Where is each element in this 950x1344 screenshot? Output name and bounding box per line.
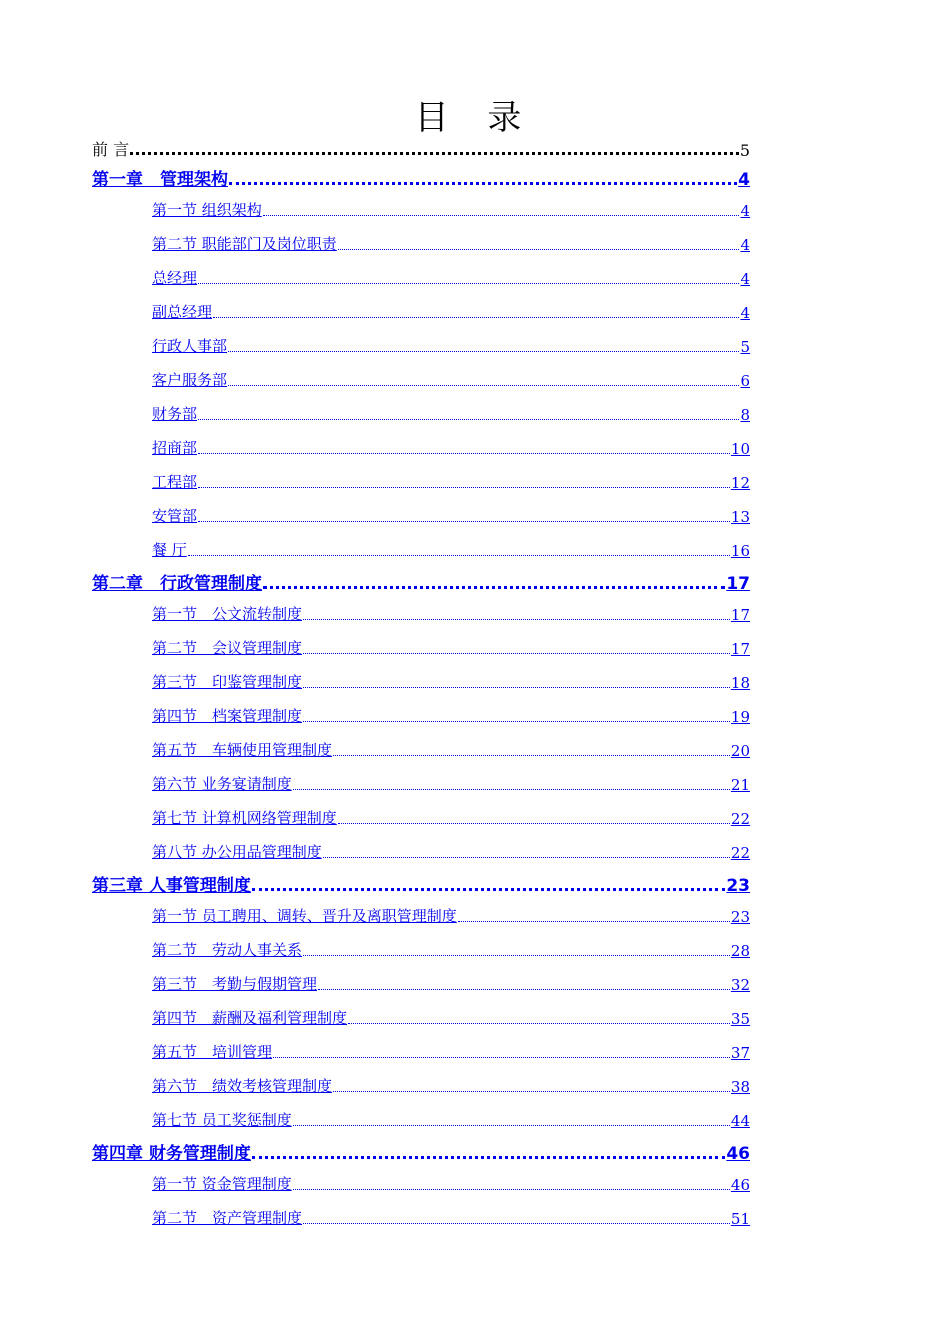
toc-section-link[interactable]	[152, 296, 750, 322]
toc-section-link[interactable]	[152, 432, 750, 458]
toc-dot-leader	[303, 687, 730, 688]
toc-page-number: 5	[739, 141, 750, 160]
toc-entry-title: 第一章 管理架构	[92, 170, 228, 190]
toc-entry-title: 第二章 行政管理制度	[92, 574, 262, 594]
toc-entry-title: 第七节 计算机网络管理制度	[152, 809, 337, 827]
toc-entry-title: 第三节 考勤与假期管理	[152, 975, 318, 993]
toc-dot-leader	[303, 721, 730, 722]
toc-page-number: 16	[730, 542, 750, 560]
toc-entry-title: 前 言	[92, 140, 130, 159]
toc-section-link[interactable]	[152, 262, 750, 288]
toc-dot-leader	[130, 152, 739, 155]
toc-page-number: 35	[730, 1010, 750, 1028]
toc-page-number: 22	[730, 810, 750, 828]
toc-section-link[interactable]	[152, 768, 750, 794]
toc-section-link[interactable]	[152, 734, 750, 760]
toc-section-link[interactable]	[152, 934, 750, 960]
toc-dot-leader	[293, 1189, 730, 1190]
toc-chapter-link[interactable]	[92, 1134, 750, 1164]
toc-entry-title: 第二节 资产管理制度	[152, 1209, 303, 1227]
toc-page-number: 17	[726, 574, 750, 594]
toc-section-link[interactable]	[152, 1070, 750, 1096]
toc-page-number: 17	[730, 640, 750, 658]
toc-entry-title: 第八节 办公用品管理制度	[152, 843, 322, 861]
toc-section-link[interactable]	[152, 1168, 750, 1194]
toc-dot-leader	[252, 888, 725, 891]
toc-chapter-link[interactable]	[92, 564, 750, 594]
toc-chapter-link[interactable]	[92, 866, 750, 896]
toc-page-number: 44	[730, 1112, 750, 1130]
toc-section-link[interactable]	[152, 330, 750, 356]
toc-entry-title: 副总经理	[152, 303, 213, 321]
toc-dot-leader	[333, 1091, 730, 1092]
toc-entry-title: 客户服务部	[152, 371, 228, 389]
toc-page-number: 18	[730, 674, 750, 692]
toc-section-link[interactable]	[152, 500, 750, 526]
toc-page-number: 23	[726, 876, 750, 896]
toc-entry-title: 餐 厅	[152, 541, 187, 559]
toc-page-number: 46	[726, 1144, 750, 1164]
toc-entry-title: 安管部	[152, 507, 198, 525]
toc-page-number: 6	[740, 372, 750, 390]
toc-dot-leader	[198, 419, 739, 420]
toc-dot-leader	[318, 989, 730, 990]
toc-entry-title: 第六节 业务宴请制度	[152, 775, 292, 793]
toc-dot-leader	[323, 857, 730, 858]
toc-page-number: 12	[730, 474, 750, 492]
toc-dot-leader	[273, 1057, 730, 1058]
page-title: 目 录	[414, 98, 536, 138]
toc-page-number: 4	[740, 236, 750, 254]
toc-page-number: 23	[730, 908, 750, 926]
toc-dot-leader	[348, 1023, 730, 1024]
toc-preface-entry	[92, 130, 750, 160]
toc-page-number: 8	[740, 406, 750, 424]
toc-dot-leader	[303, 955, 730, 956]
toc-entry-title: 第七节 员工奖惩制度	[152, 1111, 292, 1129]
toc-section-link[interactable]	[152, 534, 750, 560]
toc-entry-title: 第一节 公文流转制度	[152, 605, 303, 623]
toc-entry-title: 第一节 组织架构	[152, 201, 262, 219]
toc-dot-leader	[293, 789, 730, 790]
toc-entry-title: 第三节 印鉴管理制度	[152, 673, 303, 691]
toc-dot-leader	[303, 619, 730, 620]
toc-page-number: 13	[730, 508, 750, 526]
toc-dot-leader	[263, 586, 725, 589]
toc-page-number: 10	[730, 440, 750, 458]
toc-entry-title: 第二节 职能部门及岗位职责	[152, 235, 337, 253]
toc-chapter-link[interactable]	[92, 160, 750, 190]
toc-dot-leader	[213, 317, 739, 318]
toc-section-link[interactable]	[152, 700, 750, 726]
toc-entry-title: 第一节 资金管理制度	[152, 1175, 292, 1193]
toc-dot-leader	[303, 653, 730, 654]
toc-dot-leader	[338, 249, 740, 250]
toc-entry-title: 第四节 档案管理制度	[152, 707, 303, 725]
toc-dot-leader	[293, 1125, 730, 1126]
toc-section-link[interactable]	[152, 1002, 750, 1028]
toc-dot-leader	[198, 521, 730, 522]
toc-section-link[interactable]	[152, 900, 750, 926]
toc-page-number: 32	[730, 976, 750, 994]
toc-entry-title: 工程部	[152, 473, 198, 491]
toc-dot-leader	[263, 215, 740, 216]
toc-section-link[interactable]	[152, 1202, 750, 1228]
toc-dot-leader	[198, 453, 730, 454]
toc-entry-title: 第一节 员工聘用、调转、晋升及离职管理制度	[152, 907, 457, 925]
toc-dot-leader	[228, 385, 739, 386]
toc-dot-leader	[252, 1156, 725, 1159]
toc-page-number: 46	[730, 1176, 750, 1194]
toc-section-link[interactable]	[152, 802, 750, 828]
toc-section-link[interactable]	[152, 632, 750, 658]
toc-section-link[interactable]	[152, 1104, 750, 1130]
toc-page-number: 51	[730, 1210, 750, 1228]
toc-page-number: 4	[738, 170, 750, 190]
toc-page-number: 4	[740, 202, 750, 220]
toc-entry-title: 第五节 培训管理	[152, 1043, 273, 1061]
toc-page-number: 5	[740, 338, 750, 356]
toc-section-link[interactable]	[152, 1036, 750, 1062]
toc-section-link[interactable]	[152, 968, 750, 994]
toc-dot-leader	[198, 283, 739, 284]
toc-section-link[interactable]	[152, 228, 750, 254]
toc-page-number: 38	[730, 1078, 750, 1096]
toc-section-link[interactable]	[152, 598, 750, 624]
toc-page-number: 21	[730, 776, 750, 794]
toc-page-number: 22	[730, 844, 750, 862]
toc-section-link[interactable]	[152, 666, 750, 692]
toc-entry-title: 第二节 会议管理制度	[152, 639, 303, 657]
toc-entry-title: 第三章 人事管理制度	[92, 876, 251, 896]
toc-page-number: 28	[730, 942, 750, 960]
toc-page-number: 17	[730, 606, 750, 624]
toc-dot-leader	[198, 487, 730, 488]
toc-entry-title: 总经理	[152, 269, 198, 287]
toc-page-number: 4	[740, 304, 750, 322]
toc-section-link[interactable]	[152, 398, 750, 424]
toc-entry-title: 财务部	[152, 405, 198, 423]
toc-page-number: 20	[730, 742, 750, 760]
toc-page-number: 4	[740, 270, 750, 288]
toc-section-link[interactable]	[152, 364, 750, 390]
toc-section-link[interactable]	[152, 194, 750, 220]
toc-entry-title: 招商部	[152, 439, 198, 457]
toc-dot-leader	[228, 351, 739, 352]
toc-dot-leader	[458, 921, 730, 922]
toc-entry-title: 第六节 绩效考核管理制度	[152, 1077, 333, 1095]
toc-section-link[interactable]	[152, 836, 750, 862]
toc-entry-title: 第四章 财务管理制度	[92, 1144, 251, 1164]
toc-entry-title: 第二节 劳动人事关系	[152, 941, 303, 959]
toc-dot-leader	[188, 555, 730, 556]
toc-entry-title: 行政人事部	[152, 337, 228, 355]
toc-entry-title: 第四节 薪酬及福利管理制度	[152, 1009, 348, 1027]
toc-page-number: 37	[730, 1044, 750, 1062]
toc-dot-leader	[303, 1223, 730, 1224]
toc-page-number: 19	[730, 708, 750, 726]
toc-dot-leader	[229, 182, 737, 185]
toc-dot-leader	[333, 755, 730, 756]
toc-dot-leader	[338, 823, 730, 824]
toc-entry-title: 第五节 车辆使用管理制度	[152, 741, 333, 759]
toc-section-link[interactable]	[152, 466, 750, 492]
